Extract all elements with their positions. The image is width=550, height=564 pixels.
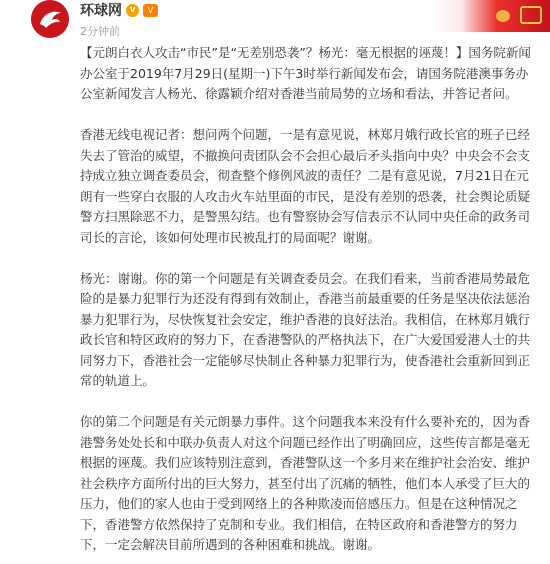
post-header xyxy=(0,0,550,40)
author-line xyxy=(80,1,158,19)
vip-badge-icon[interactable]: V xyxy=(143,4,158,17)
post-paragraph-answer-two: 你的第二个问题是有关元朗暴力事件。这个问题我本来没有什么要补充的，因为香港警务处处长和中联办负责人对这个问题已经作出了明确回应，这些传言都是毫无根据的诬蔑。我们应该特别注意到，香港警队这一个多月来在维护社会治安、维护社会秩序方面所付出的巨大努力，甚至付出了沉痛的牺牲，他们本人承受了巨大的压力，他们的家人也由于受到网络上的各种欺凌而倍感压力。但是在这种情况之下，香港警方依然保持了克制和专业。我们相信，在特区政府和香港警方的努力下，一定会解决目前所遇到的各种困难和挑战。谢谢。 xyxy=(80,414,531,552)
post-paragraph-intro: 【元朗白衣人攻击“市民”是“无差别恐袭”？杨光：毫无根据的诬蔑！】国务院新闻办公室于2019年7月29日(星期一)下午3时举行新闻发布会，请国务院港澳事务办公室新闻发言人杨光、徐露颖介绍对香港当前局势的立场和看法，并答记者问。 xyxy=(80,45,531,101)
festival-banner-decoration xyxy=(432,0,550,32)
post-paragraph-question: 香港无线电视记者：想问两个问题，一是有意见说，林郑月娥行政长官的班子已经失去了管治的威望，不撤换问责团队会不会担心最后矛头指向中央？中央会不会支持成立独立调查委员会，彻查整个修例风波的责任？二是有意见说，7月21日在元朗有一些穿白衣服的人攻击火车站里面的市民，是没有差别的恐袭，社会舆论质疑警方扫黑除恶不力，是警黑勾结。也有警察协会写信表示不认同中央任命的政务司司长的言论，该如何处理市民被乱打的局面呢？谢谢。 xyxy=(80,127,531,245)
post-body xyxy=(80,43,540,556)
post-timestamp[interactable]: 2分钟前 xyxy=(80,25,120,38)
verified-badge-icon: v xyxy=(126,4,139,17)
author-name[interactable]: 环球网 xyxy=(80,3,122,19)
banner-frame-icon xyxy=(520,6,542,24)
avatar[interactable] xyxy=(31,0,69,38)
post-paragraph-answer-one: 杨光：谢谢。你的第一个问题是有关调查委员会。在我们看来，当前香港局势最危险的是暴力犯罪行为还没有得到有效制止，香港当前最重要的任务是坚决依法惩治暴力犯罪行为，尽快恢复社会安定，维护香港的良好法治。我相信，在林郑月娥行政长官和特区政府的努力下，在香港警队的严格执法下，在广大爱国爱港人士的共同努力下，香港社会一定能够尽快制止各种暴力犯罪行为，使香港社会重新回到正常的轨道上。 xyxy=(80,270,531,388)
banner-ornament-icon xyxy=(496,10,510,22)
huanqiu-logo-icon xyxy=(31,0,69,38)
